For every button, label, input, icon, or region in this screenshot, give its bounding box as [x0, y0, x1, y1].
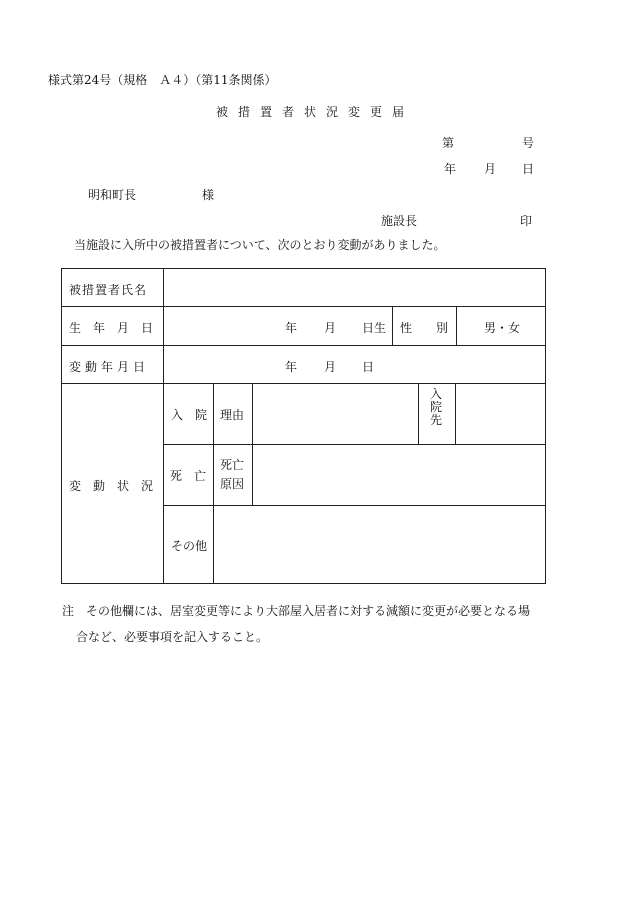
death-cause-label: 死亡原因 — [220, 458, 245, 491]
birth-year-label: 年 — [285, 321, 298, 335]
note-line-1: 注 その他欄には、居室変更等により大部屋入居者に対する減額に変更が必要となる場 — [62, 604, 531, 618]
death-label: 死 亡 — [170, 469, 207, 483]
column-divider — [456, 306, 457, 345]
note-line-2: 合など、必要事項を記入すること。 — [76, 630, 269, 644]
column-divider — [418, 383, 419, 444]
hospital-destination-label: 入院先 — [429, 387, 442, 427]
change-report-table — [61, 268, 546, 584]
addressee: 明和町長 — [88, 188, 137, 202]
sex-label: 性 別 — [400, 321, 449, 335]
row-divider — [62, 345, 545, 346]
date-month-label: 月 — [484, 162, 497, 176]
intro-text: 当施設に入所中の被措置者について、次のとおり変動がありました。 — [74, 238, 446, 252]
reason-label: 理由 — [220, 408, 245, 422]
name-label: 被措置者氏名 — [69, 283, 148, 297]
change-day-label: 日 — [362, 360, 375, 374]
birthdate-label: 生 年 月 日 — [69, 321, 154, 335]
hospital-label: 入 院 — [171, 408, 208, 422]
status-label: 変 動 状 況 — [69, 479, 154, 493]
date-year-label: 年 — [444, 162, 457, 176]
birth-day-label: 日生 — [362, 321, 387, 335]
number-suffix: 号 — [522, 136, 535, 150]
form-number: 様式第24号（規格 Ａ４）（第11条関係） — [48, 73, 277, 87]
director-label: 施設長 — [381, 214, 418, 228]
birth-month-label: 月 — [324, 321, 337, 335]
row-divider — [62, 383, 545, 384]
honorific: 様 — [202, 188, 215, 202]
change-year-label: 年 — [285, 360, 298, 374]
column-divider — [213, 383, 214, 583]
seal-mark: 印 — [520, 214, 533, 228]
column-divider — [455, 383, 456, 444]
date-day-label: 日 — [522, 162, 535, 176]
change-month-label: 月 — [324, 360, 337, 374]
change-date-label: 変動年月日 — [69, 360, 150, 374]
row-divider — [164, 505, 545, 506]
form-title: 被措置者状況変更届 — [215, 105, 414, 119]
sex-value[interactable]: 男・女 — [484, 321, 521, 335]
column-divider — [392, 306, 393, 345]
row-divider — [164, 444, 545, 445]
other-label: その他 — [171, 539, 208, 553]
number-label: 第 — [442, 136, 455, 150]
column-divider — [252, 383, 253, 505]
